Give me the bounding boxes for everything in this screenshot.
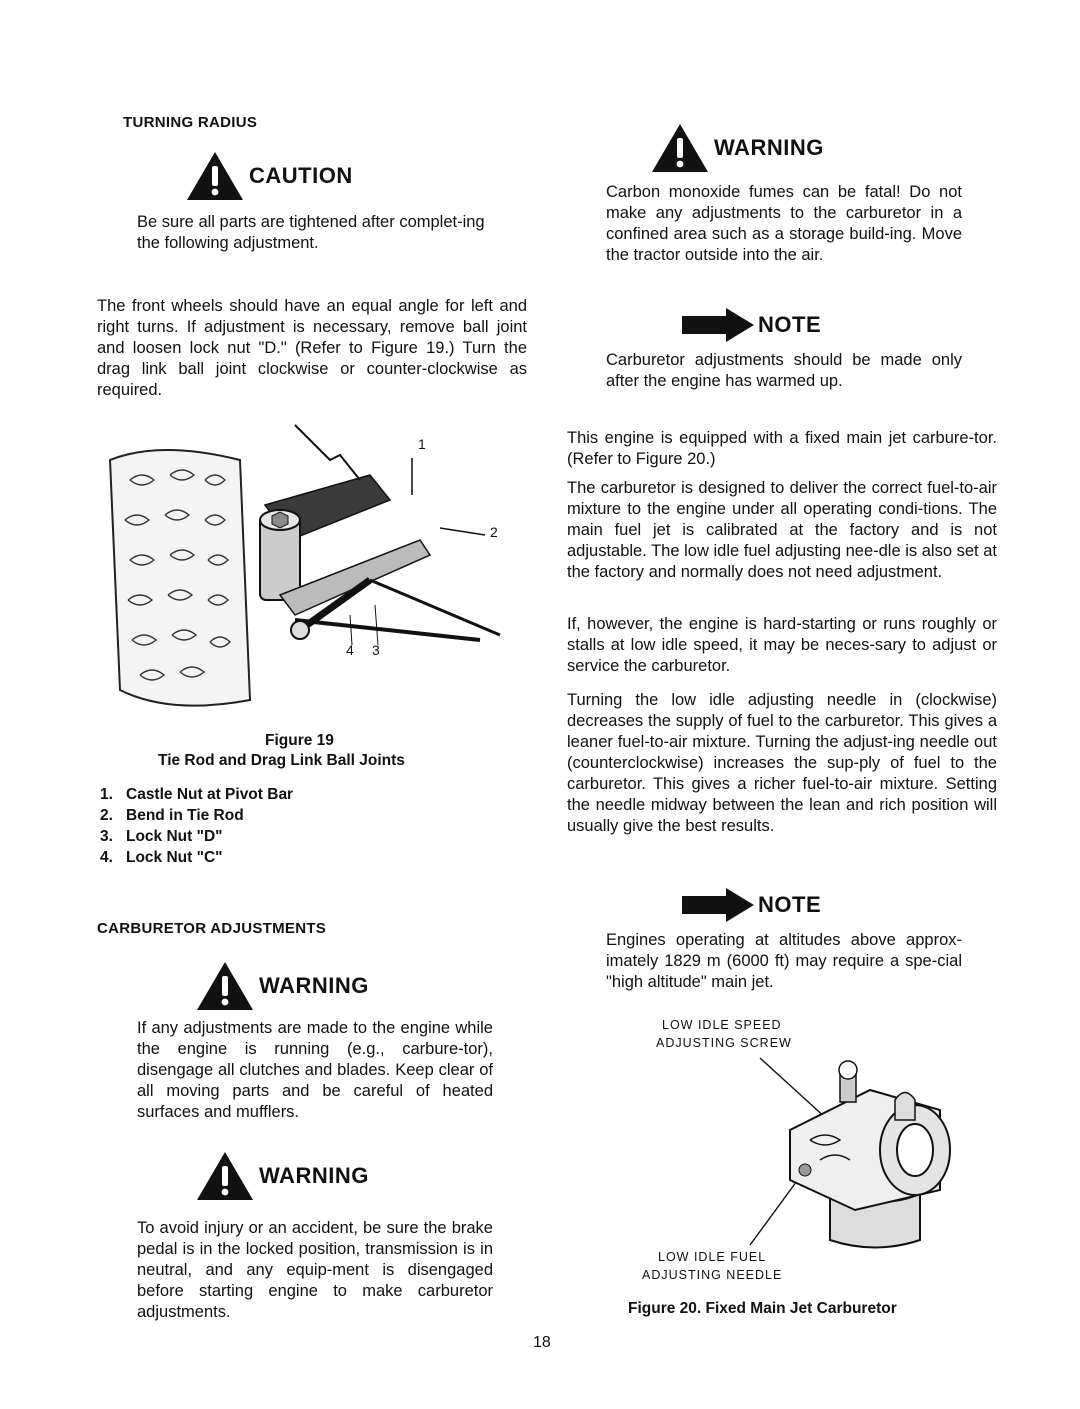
warning-label-3: WARNING [714, 135, 824, 160]
note-text-2: Engines operating at altitudes above approx-imately 1829 m (6000 ft) may require a spe-cial "high altitude" main jet. [606, 931, 962, 991]
note-text-1: Carburetor adjustments should be made only after the engine has warmed up. [606, 351, 962, 390]
label-low-idle-fuel-2: ADJUSTING NEEDLE [642, 1268, 783, 1282]
figure-19-illustration [100, 420, 520, 715]
figure-19-subtitle: Tie Rod and Drag Link Ball Joints [158, 752, 405, 769]
carburetor-drawing [640, 1040, 970, 1255]
note-signal-2 [682, 888, 821, 922]
turning-radius-body: The front wheels should have an equal angle for left and right turns. If adjustment is necessary, remove ball joint and loosen lock nut "D." (Refer to Figure 19.) Turn the drag link ball joint clockwise or counter-clockwise as required. [97, 297, 527, 399]
figure-19-legend [100, 784, 293, 868]
paragraph-4: Turning the low idle adjusting needle in (clockwise) decreases the supply of fuel to the carburetor. This gives a leaner fuel-to-air mixture. Turning the adjust-ing needle out (counterclockwise) increases the sup-ply of fuel to the carburetor. This gives a richer fuel-to-air mixture. Setting the needle midway between the lean and rich position will usually give the best results. [567, 691, 997, 835]
warning-text-1: If any adjustments are made to the engine while the engine is running (e.g., carbure-tor), disengage all clutches and blades. Keep clear of all moving parts and be careful of heated surfaces and mufflers. [137, 1019, 493, 1121]
legend-item: 1. Castle Nut at Pivot Bar [100, 786, 294, 803]
turning-radius-heading: TURNING RADIUS [123, 114, 258, 131]
caution-label: CAUTION [249, 163, 353, 188]
note-label-2: NOTE [758, 892, 822, 917]
arrow-right-icon [682, 308, 754, 342]
figure-20-illustration [640, 1040, 970, 1255]
warning-label-1: WARNING [259, 973, 369, 998]
callout-3: 3 [372, 642, 380, 658]
caution-icon [185, 150, 245, 202]
figure-19-title: Figure 19 [265, 732, 334, 749]
note-label-1: NOTE [758, 312, 822, 337]
arrow-right-icon [682, 888, 754, 922]
tie-rod-drawing [100, 420, 520, 715]
legend-item: 2. Bend in Tie Rod [100, 807, 244, 824]
legend-item: 4. Lock Nut "C" [100, 849, 223, 866]
callout-2: 2 [490, 524, 498, 540]
label-low-idle-fuel-1: LOW IDLE FUEL [658, 1250, 767, 1264]
label-low-idle-speed-2: ADJUSTING SCREW [656, 1036, 792, 1050]
warning-text-3: Carbon monoxide fumes can be fatal! Do not make any adjustments to the carburetor in a confined area such as a storage build-ing. Move the tractor outside into the air. [606, 183, 962, 264]
warning-text-2: To avoid injury or an accident, be sure the brake pedal is in the locked position, transmission is in neutral, and any equip-ment is disengaged before starting engine to make carburetor adjustments. [137, 1219, 493, 1321]
paragraph-2: The carburetor is designed to deliver the correct fuel-to-air mixture to the engine under all operating condi-tions. The main fuel jet is calibrated at the factory and is not adjustable. The low idle fuel adjusting nee-dle is also set at the factory and normally does not need adjustment. [567, 479, 997, 581]
label-low-idle-speed-1: LOW IDLE SPEED [662, 1018, 782, 1032]
warning-icon [195, 1150, 255, 1202]
warning-icon [650, 122, 710, 174]
callout-4: 4 [346, 642, 354, 658]
paragraph-1: This engine is equipped with a fixed main jet carbure-tor. (Refer to Figure 20.) [567, 429, 997, 468]
warning-signal-2 [195, 1150, 369, 1202]
legend-item: 3. Lock Nut "D" [100, 828, 223, 845]
page-number: 18 [533, 1334, 551, 1351]
caution-text: Be sure all parts are tightened after complet-ing the following adjustment. [137, 213, 485, 252]
warning-label-2: WARNING [259, 1163, 369, 1188]
carburetor-heading: CARBURETOR ADJUSTMENTS [97, 920, 327, 937]
figure-20-caption: Figure 20. Fixed Main Jet Carburetor [628, 1300, 897, 1317]
caution-signal [185, 150, 353, 202]
warning-icon [195, 960, 255, 1012]
warning-signal-3 [650, 122, 824, 174]
callout-1: 1 [418, 436, 426, 452]
warning-signal-1 [195, 960, 369, 1012]
paragraph-3: If, however, the engine is hard-starting or runs roughly or stalls at low idle speed, it may be neces-sary to adjust or service the carburetor. [567, 615, 997, 675]
note-signal-1 [682, 308, 821, 342]
